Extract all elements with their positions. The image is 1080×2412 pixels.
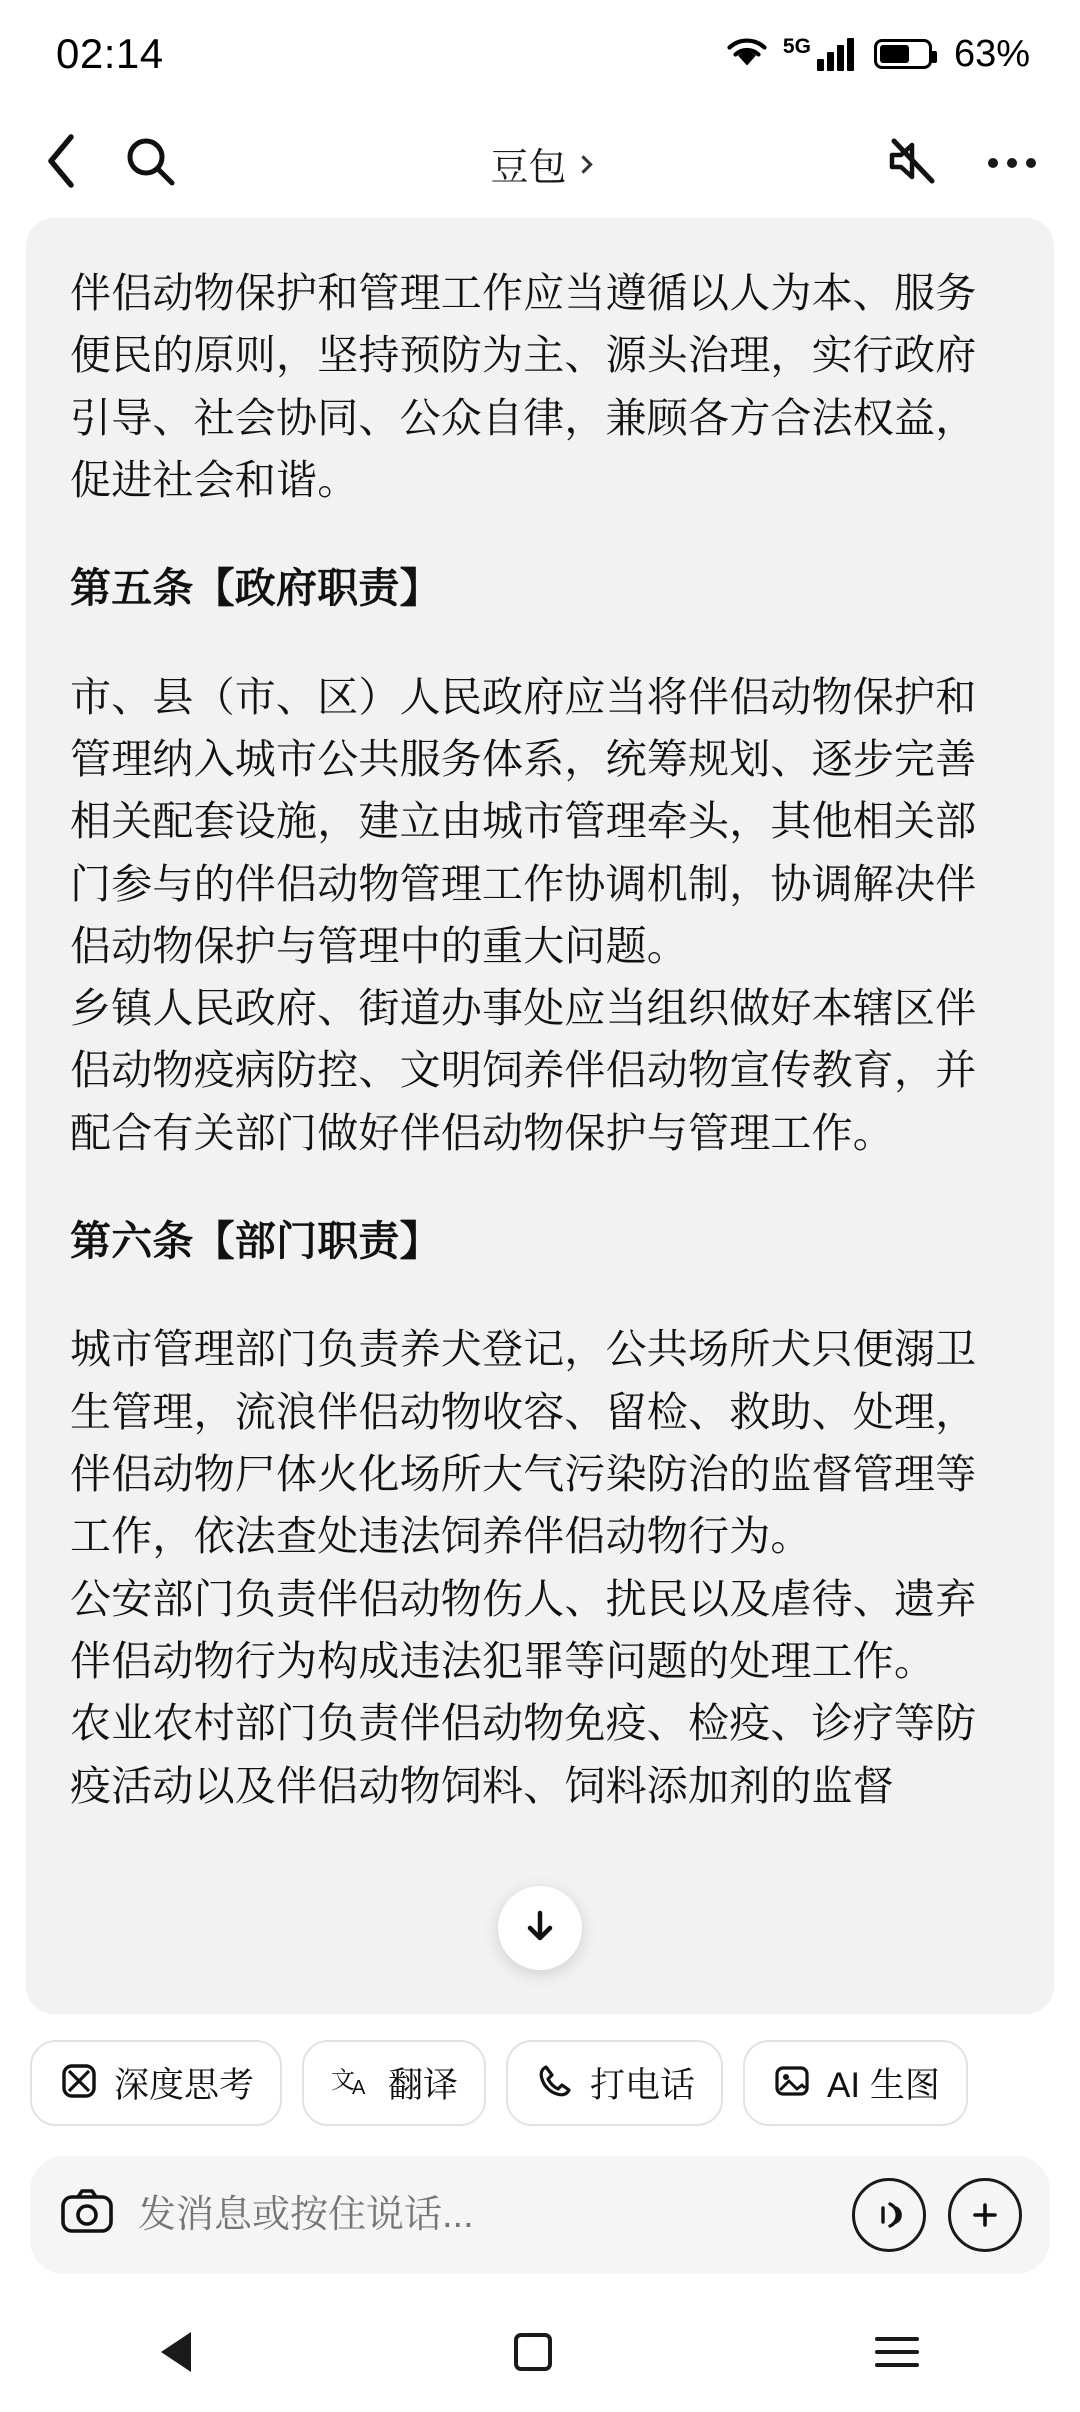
scroll-to-bottom-button[interactable] <box>498 1886 582 1970</box>
doc-paragraph: 乡镇人民政府、街道办事处应当组织做好本辖区伴侣动物疫病防控、文明饲养伴侣动物宣传教育，并配合有关部门做好伴侣动物保护与管理工作。 <box>70 985 977 1156</box>
voice-wave-icon[interactable] <box>852 2178 926 2252</box>
app-header-right <box>884 133 1036 194</box>
battery-icon <box>874 39 932 69</box>
ai-image-icon <box>771 2060 813 2107</box>
cellular-signal-icon <box>817 37 854 71</box>
chevron-right-icon <box>574 155 592 173</box>
message-input[interactable] <box>138 2194 830 2237</box>
nav-recents-icon[interactable] <box>875 2337 919 2367</box>
translate-icon <box>330 2060 374 2107</box>
search-icon[interactable] <box>122 133 178 194</box>
quick-action-label: 翻译 <box>388 2066 459 2105</box>
status-time: 02:14 <box>56 30 164 77</box>
document-card <box>26 218 1054 2014</box>
composer-area <box>0 2144 1080 2292</box>
network-type-label: 5G <box>782 34 811 58</box>
svg-text:文: 文 <box>331 2066 356 2094</box>
system-nav-bar <box>0 2292 1080 2412</box>
arrow-down-icon <box>520 1906 560 1951</box>
nav-home-square-icon[interactable] <box>514 2333 552 2371</box>
status-indicators <box>725 33 1030 76</box>
phone-call-icon <box>534 2060 576 2107</box>
camera-icon[interactable] <box>58 2184 116 2247</box>
app-header-left <box>44 132 178 195</box>
doc-heading: 第五条【政府职责】 <box>70 565 441 612</box>
wifi-icon <box>725 35 769 74</box>
doc-heading: 第六条【部门职责】 <box>70 1218 441 1265</box>
quick-action-label: 深度思考 <box>114 2066 255 2105</box>
app-title: 豆包 <box>490 146 567 189</box>
app-header <box>0 108 1080 218</box>
doc-paragraph: 伴侣动物保护和管理工作应当遵循以人为本、服务便民的原则，坚持预防为主、源头治理，实行政府引导、社会协同、公众自律，兼顾各方合法权益，促进社会和谐。 <box>70 270 977 503</box>
message-composer[interactable] <box>30 2156 1050 2274</box>
doc-paragraph: 农业农村部门负责伴侣动物免疫、检疫、诊疗等防疫活动以及伴侣动物饲料、饲料添加剂的监督 <box>70 1700 977 1809</box>
quick-action-label: AI 生图 <box>827 2066 940 2105</box>
deep-think-icon <box>58 2060 100 2107</box>
doc-paragraph: 市、县（市、区）人民政府应当将伴侣动物保护和管理纳入城市公共服务体系，统筹规划、逐步完善相关配套设施，建立由城市管理牵头，其他相关部门参与的伴侣动物管理工作协调机制，协调解决伴侣动物保护与管理中的重大问题。 <box>70 673 977 969</box>
quick-action-translate[interactable] <box>302 2040 486 2126</box>
quick-action-label: 打电话 <box>590 2066 696 2105</box>
plus-icon[interactable] <box>948 2178 1022 2252</box>
speaker-muted-icon[interactable] <box>884 133 940 194</box>
quick-action-phone-call[interactable] <box>506 2040 723 2126</box>
quick-actions-bar <box>0 2014 1080 2144</box>
nav-back-triangle-icon[interactable] <box>161 2332 191 2372</box>
more-options-icon[interactable] <box>988 158 1036 168</box>
doc-paragraph: 公安部门负责伴侣动物伤人、扰民以及虐待、遗弃伴侣动物行为构成违法犯罪等问题的处理工作。 <box>70 1575 977 1684</box>
quick-action-ai-image[interactable] <box>743 2040 968 2126</box>
back-chevron-icon[interactable] <box>44 132 78 195</box>
document-scroll-area[interactable] <box>0 218 1080 2014</box>
quick-action-deep-think[interactable] <box>30 2040 282 2126</box>
battery-percent-label: 63% <box>953 32 1030 75</box>
status-bar <box>0 0 1080 108</box>
svg-text:A: A <box>352 2076 366 2099</box>
doc-paragraph: 城市管理部门负责养犬登记，公共场所犬只便溺卫生管理，流浪伴侣动物收容、留检、救助、处理，伴侣动物尸体火化场所大气污染防治的监督管理等工作，依法查处违法饲养伴侣动物行为。 <box>70 1326 977 1560</box>
